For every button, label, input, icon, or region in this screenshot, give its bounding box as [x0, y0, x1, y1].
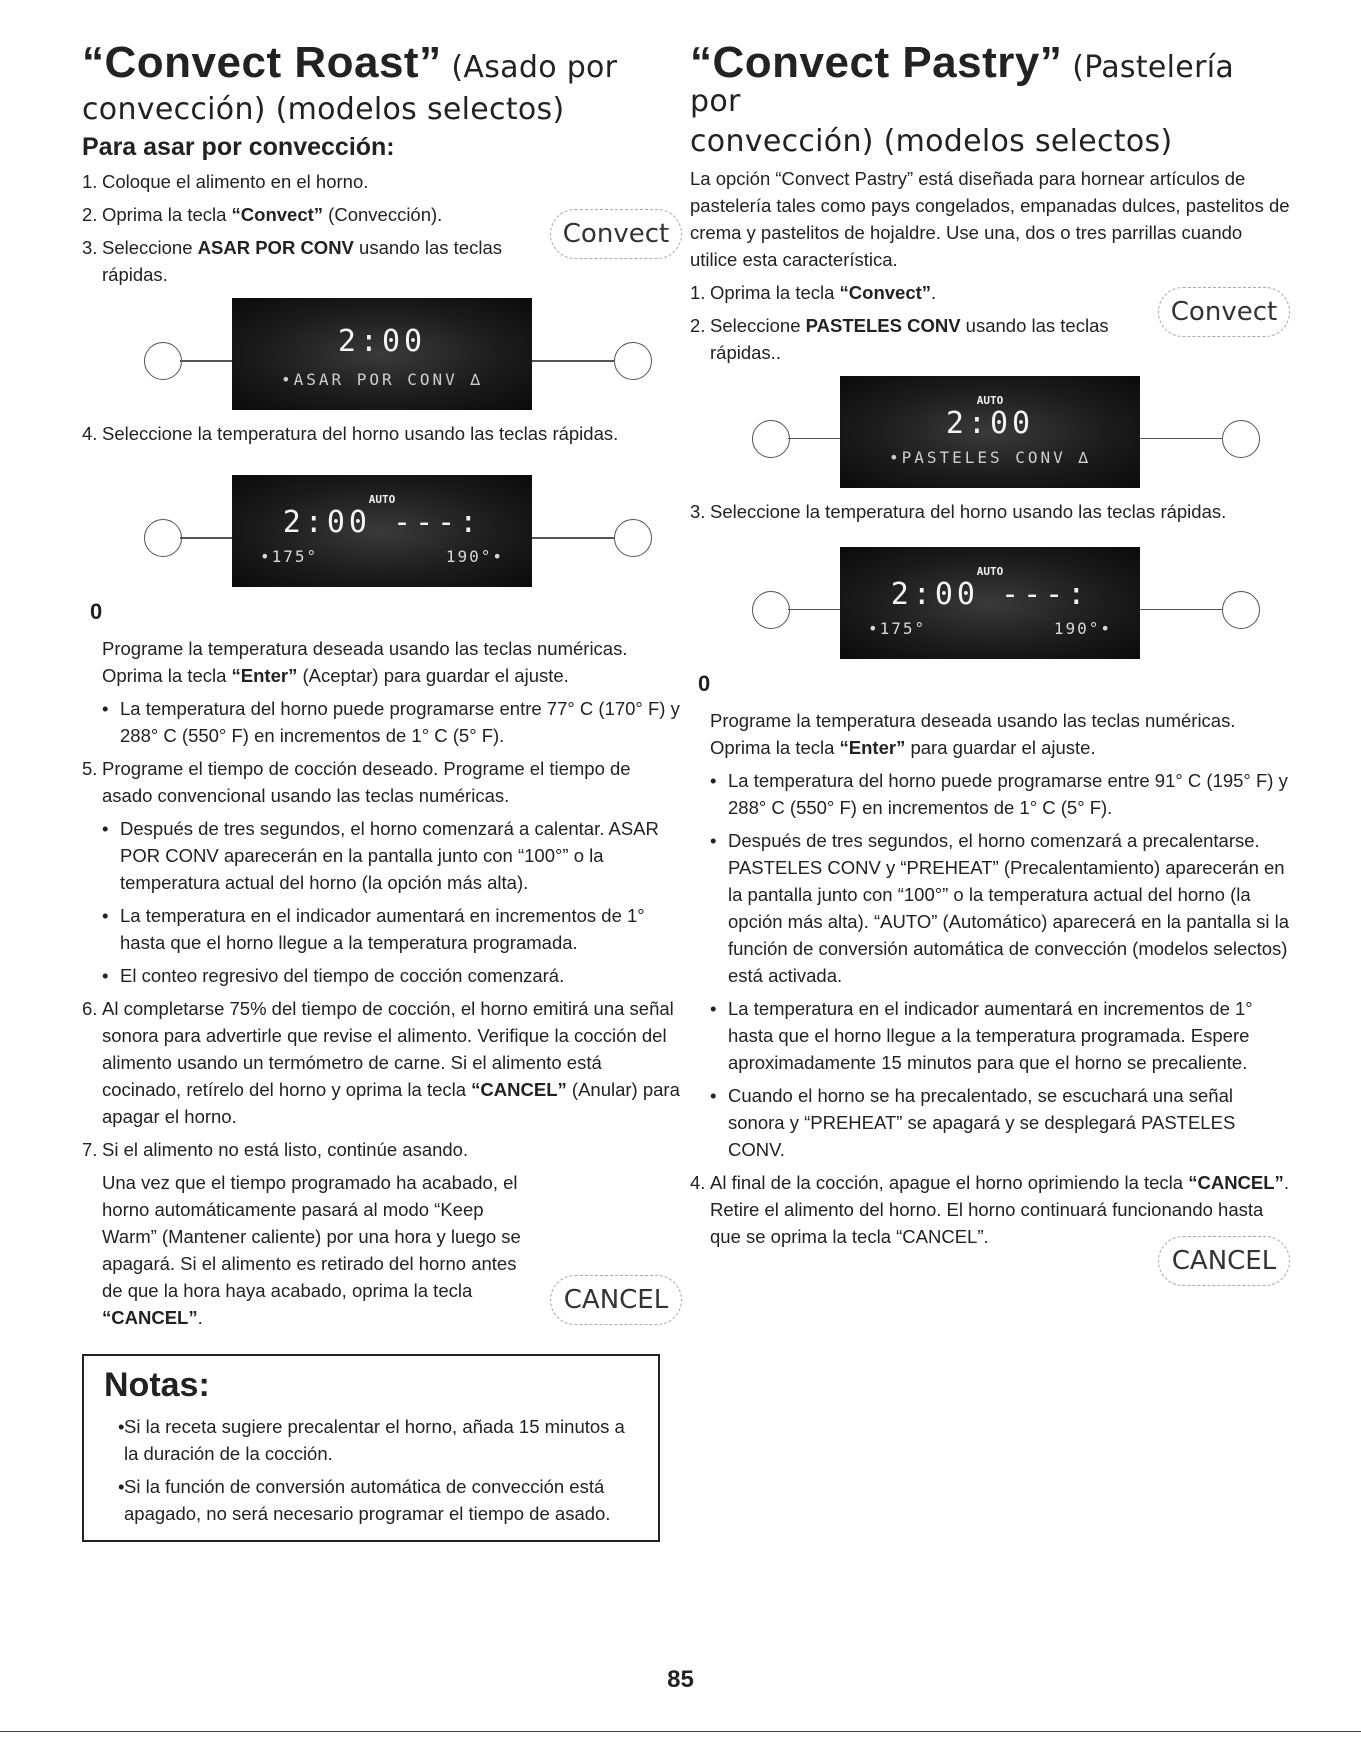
step-4 — [82, 420, 682, 447]
lcd-auto: AUTO — [368, 493, 396, 507]
lcd-time: 2:00 ---: — [282, 505, 482, 541]
step-text: Programe el tiempo de cocción deseado. Programe el tiempo de asado convencional usando las teclas numéricas. — [102, 758, 631, 807]
lcd-screen — [840, 376, 1140, 488]
bullet-item: • La temperatura del horno puede programarse entre 77° C (170° F) y 288° C (550° F) en incrementos de 1° C (5° F). — [82, 695, 682, 749]
step-number: 2. — [690, 314, 706, 336]
paragraph-text: para guardar el ajuste. — [905, 736, 1096, 758]
paragraph-text: Programe la temperatura deseada usando las teclas numéricas. Oprima la tecla — [102, 638, 628, 687]
title-strong: “Convect Pastry” — [690, 38, 1063, 87]
step-number: 7. — [82, 1139, 98, 1161]
key-label: “CANCEL” — [471, 1079, 567, 1101]
step-6 — [82, 995, 682, 1130]
right-knob-icon — [1222, 591, 1260, 629]
title-strong: “Convect Roast” — [82, 38, 442, 87]
convect-key[interactable]: Convect — [1158, 287, 1290, 337]
step-5 — [82, 755, 682, 809]
step-7 — [82, 1136, 682, 1163]
paragraph-text: (Aceptar) para guardar el ajuste. — [297, 665, 569, 687]
title-light: (Asado por — [441, 50, 618, 85]
key-label: “Convect” — [231, 204, 324, 226]
oven-display-temp — [82, 475, 682, 587]
oven-display-temp — [690, 547, 1290, 659]
key-label: “Enter” — [839, 736, 906, 758]
note-item: • Si la receta sugiere precalentar el horno, añada 15 minutos a la duración de la cocción. — [98, 1413, 644, 1467]
step-number: 4. — [690, 1171, 706, 1193]
bullet-item: • Después de tres segundos, el horno comenzará a calentar. ASAR POR CONV aparecerán en la pantalla junto con “100°” o la temperatura actual del horno (la opción más alta). — [82, 815, 682, 896]
left-knob-icon — [752, 420, 790, 458]
connector-line — [788, 438, 840, 440]
footer-divider — [0, 1731, 1361, 1732]
section-subtitle: convección) (modelos selectos) — [690, 123, 1173, 159]
notes-title: Notas: — [104, 1366, 210, 1404]
step-number: 4. — [82, 423, 98, 445]
lcd-mode: •ASAR POR CONV ∆ — [280, 370, 484, 390]
connector-line — [1140, 438, 1222, 440]
lcd-left-temp: •175° — [868, 618, 927, 638]
step-number: 5. — [82, 758, 98, 780]
key-label: “Convect” — [839, 281, 932, 303]
lcd-time: 2:00 ---: — [890, 576, 1090, 612]
step-text: Al final de la cocción, apague el horno oprimiendo la tecla — [710, 1171, 1189, 1193]
step-text: Si el alimento no está listo, continúe asando. — [102, 1139, 469, 1161]
cancel-key[interactable]: CANCEL — [1158, 1236, 1290, 1286]
lcd-right-temp: 190°• — [445, 547, 504, 567]
connector-line — [1140, 609, 1222, 611]
cancel-key[interactable]: CANCEL — [550, 1275, 682, 1325]
convect-step-group — [690, 279, 1290, 366]
step-number: 3. — [82, 237, 98, 259]
bullet-item: • La temperatura en el indicador aumentará en incrementos de 1° hasta que el horno llegue a la temperatura programada. Espere aproximadamente 15 minutos para que el horno se precaliente. — [690, 995, 1290, 1076]
lcd-screen — [232, 475, 532, 587]
lcd-time: 2:00 — [337, 324, 427, 360]
key-label: “CANCEL” — [102, 1307, 198, 1329]
bullet-item: • Cuando el horno se ha precalentado, se escuchará una señal sonora y “PREHEAT” se apagará y se desplegará PASTELES CONV. — [690, 1082, 1290, 1163]
key-label: “CANCEL” — [1188, 1171, 1284, 1193]
bullet-item: • La temperatura del horno puede programarse entre 91° C (195° F) y 288° C (550° F) en incrementos de 1° C (5° F). — [690, 767, 1290, 821]
lcd-auto: AUTO — [976, 564, 1004, 578]
oven-display-mode — [690, 376, 1290, 488]
step-number: 3. — [690, 500, 706, 522]
step-text: usando las teclas rápidas.. — [710, 314, 1109, 363]
connector-line — [788, 609, 840, 611]
section-title — [690, 40, 1290, 118]
note-item: • Si la función de conversión automática de convección está apagado, no será necesario programar el tiempo de asado. — [98, 1473, 644, 1527]
cancel-step-group — [690, 1169, 1290, 1286]
step-text: Seleccione — [102, 237, 198, 259]
step-marker: 0 — [698, 670, 711, 696]
left-knob-icon — [144, 342, 182, 380]
lcd-screen — [232, 298, 532, 410]
right-knob-icon — [614, 342, 652, 380]
step-2 — [690, 312, 1290, 366]
section-subtitle: convección) (modelos selectos) — [82, 92, 565, 128]
step-text: usando las teclas rápidas. — [102, 237, 502, 286]
bullet-item: • La temperatura en el indicador aumentará en incrementos de 1° hasta que el horno llegue a la temperatura programada. — [82, 902, 682, 956]
key-label: PASTELES CONV — [805, 314, 961, 336]
step-text: (Convección). — [323, 204, 443, 226]
step-text: Seleccione — [710, 314, 806, 336]
title-light: (Pastelería por — [690, 50, 1235, 120]
step-3 — [690, 498, 1290, 525]
step-text: Seleccione la temperatura del horno usando las teclas rápidas. — [710, 500, 1227, 522]
convect-key[interactable]: Convect — [550, 209, 682, 259]
lcd-mode: •PASTELES CONV ∆ — [888, 447, 1092, 467]
step-text: . — [931, 281, 937, 303]
step-text: (Anular) para apagar el horno. — [102, 1079, 680, 1128]
lcd-auto: AUTO — [976, 393, 1004, 407]
step-text: Coloque el alimento en el horno. — [102, 171, 369, 193]
page-number: 85 — [667, 1666, 694, 1693]
step-text: . Retire el alimento del horno. El horno continuará funcionando hasta que se oprima la tecla “CANCEL”. — [710, 1171, 1289, 1247]
connector-line — [532, 360, 614, 362]
left-knob-icon — [144, 519, 182, 557]
key-label: “Enter” — [231, 665, 298, 687]
program-paragraph — [690, 707, 1290, 761]
convect-pastry-section — [690, 40, 1290, 1286]
bullet-item: • El conteo regresivo del tiempo de cocción comenzará. — [82, 962, 682, 989]
step-number: 6. — [82, 998, 98, 1020]
lcd-screen — [840, 547, 1140, 659]
step-3 — [82, 234, 682, 288]
notes-box — [82, 1354, 660, 1542]
connector-line — [532, 537, 614, 539]
paragraph-text: . — [197, 1307, 203, 1329]
connector-line — [180, 360, 232, 362]
step-number: 1. — [82, 171, 98, 193]
right-knob-icon — [1222, 420, 1260, 458]
paragraph-text: Una vez que el tiempo programado ha acabado, el horno automáticamente pasará al modo “Keep Warm” (Mantener caliente) por una hora y luego se apagará. Si el alimento es retirado del horno antes de que la hora haya acabado, oprima la tecla — [102, 1172, 521, 1302]
step-1 — [690, 279, 1290, 306]
intro-paragraph: La opción “Convect Pastry” está diseñada para hornear artículos de pastelería tales como pays congelados, empanadas dulces, pastelitos de crema y pastelitos de hojaldre. Use una, dos o tres parrillas cuando utilice esta característica. — [690, 167, 1290, 270]
step-text: Oprima la tecla — [102, 204, 232, 226]
step-number: 2. — [82, 204, 98, 226]
step-2 — [82, 201, 682, 228]
bullet-item: • Después de tres segundos, el horno comenzará a precalentarse. PASTELES CONV y “PREHEAT” (Precalentamiento) aparecerán en la pantalla junto con “100°” o la temperatura actual del horno (la opción más alta). “AUTO” (Automático) aparecerá en la pantalla si la función de conversión automática de convección (modelos selectos) está activada. — [690, 827, 1290, 989]
connector-line — [180, 537, 232, 539]
right-knob-icon — [614, 519, 652, 557]
oven-display-mode — [82, 298, 682, 410]
step-text: Oprima la tecla — [710, 281, 840, 303]
program-paragraph — [82, 635, 682, 689]
lcd-time: 2:00 — [945, 405, 1035, 441]
step-marker: 0 — [90, 599, 103, 625]
cancel-step-group — [82, 1169, 682, 1331]
convect-step-group — [82, 201, 682, 288]
convect-roast-section — [82, 40, 682, 1337]
step-text: Al completarse 75% del tiempo de cocción, el horno emitirá una señal sonora para advertirle que revise el alimento. Verifique la cocción del alimento usando un termómetro de carne. Si el alimento está cocinado, retírelo del horno y oprima la tecla — [102, 998, 674, 1101]
lcd-left-temp: •175° — [260, 547, 319, 567]
paragraph-text: Programe la temperatura deseada usando las teclas numéricas. Oprima la tecla — [710, 709, 1236, 758]
key-label: ASAR POR CONV — [197, 237, 354, 259]
step-number: 1. — [690, 281, 706, 303]
section-heading: Para asar por convección: — [82, 133, 395, 162]
step-text: Seleccione la temperatura del horno usando las teclas rápidas. — [102, 423, 619, 445]
lcd-right-temp: 190°• — [1053, 618, 1112, 638]
section-title — [82, 40, 682, 86]
left-knob-icon — [752, 591, 790, 629]
step-1 — [82, 168, 682, 195]
